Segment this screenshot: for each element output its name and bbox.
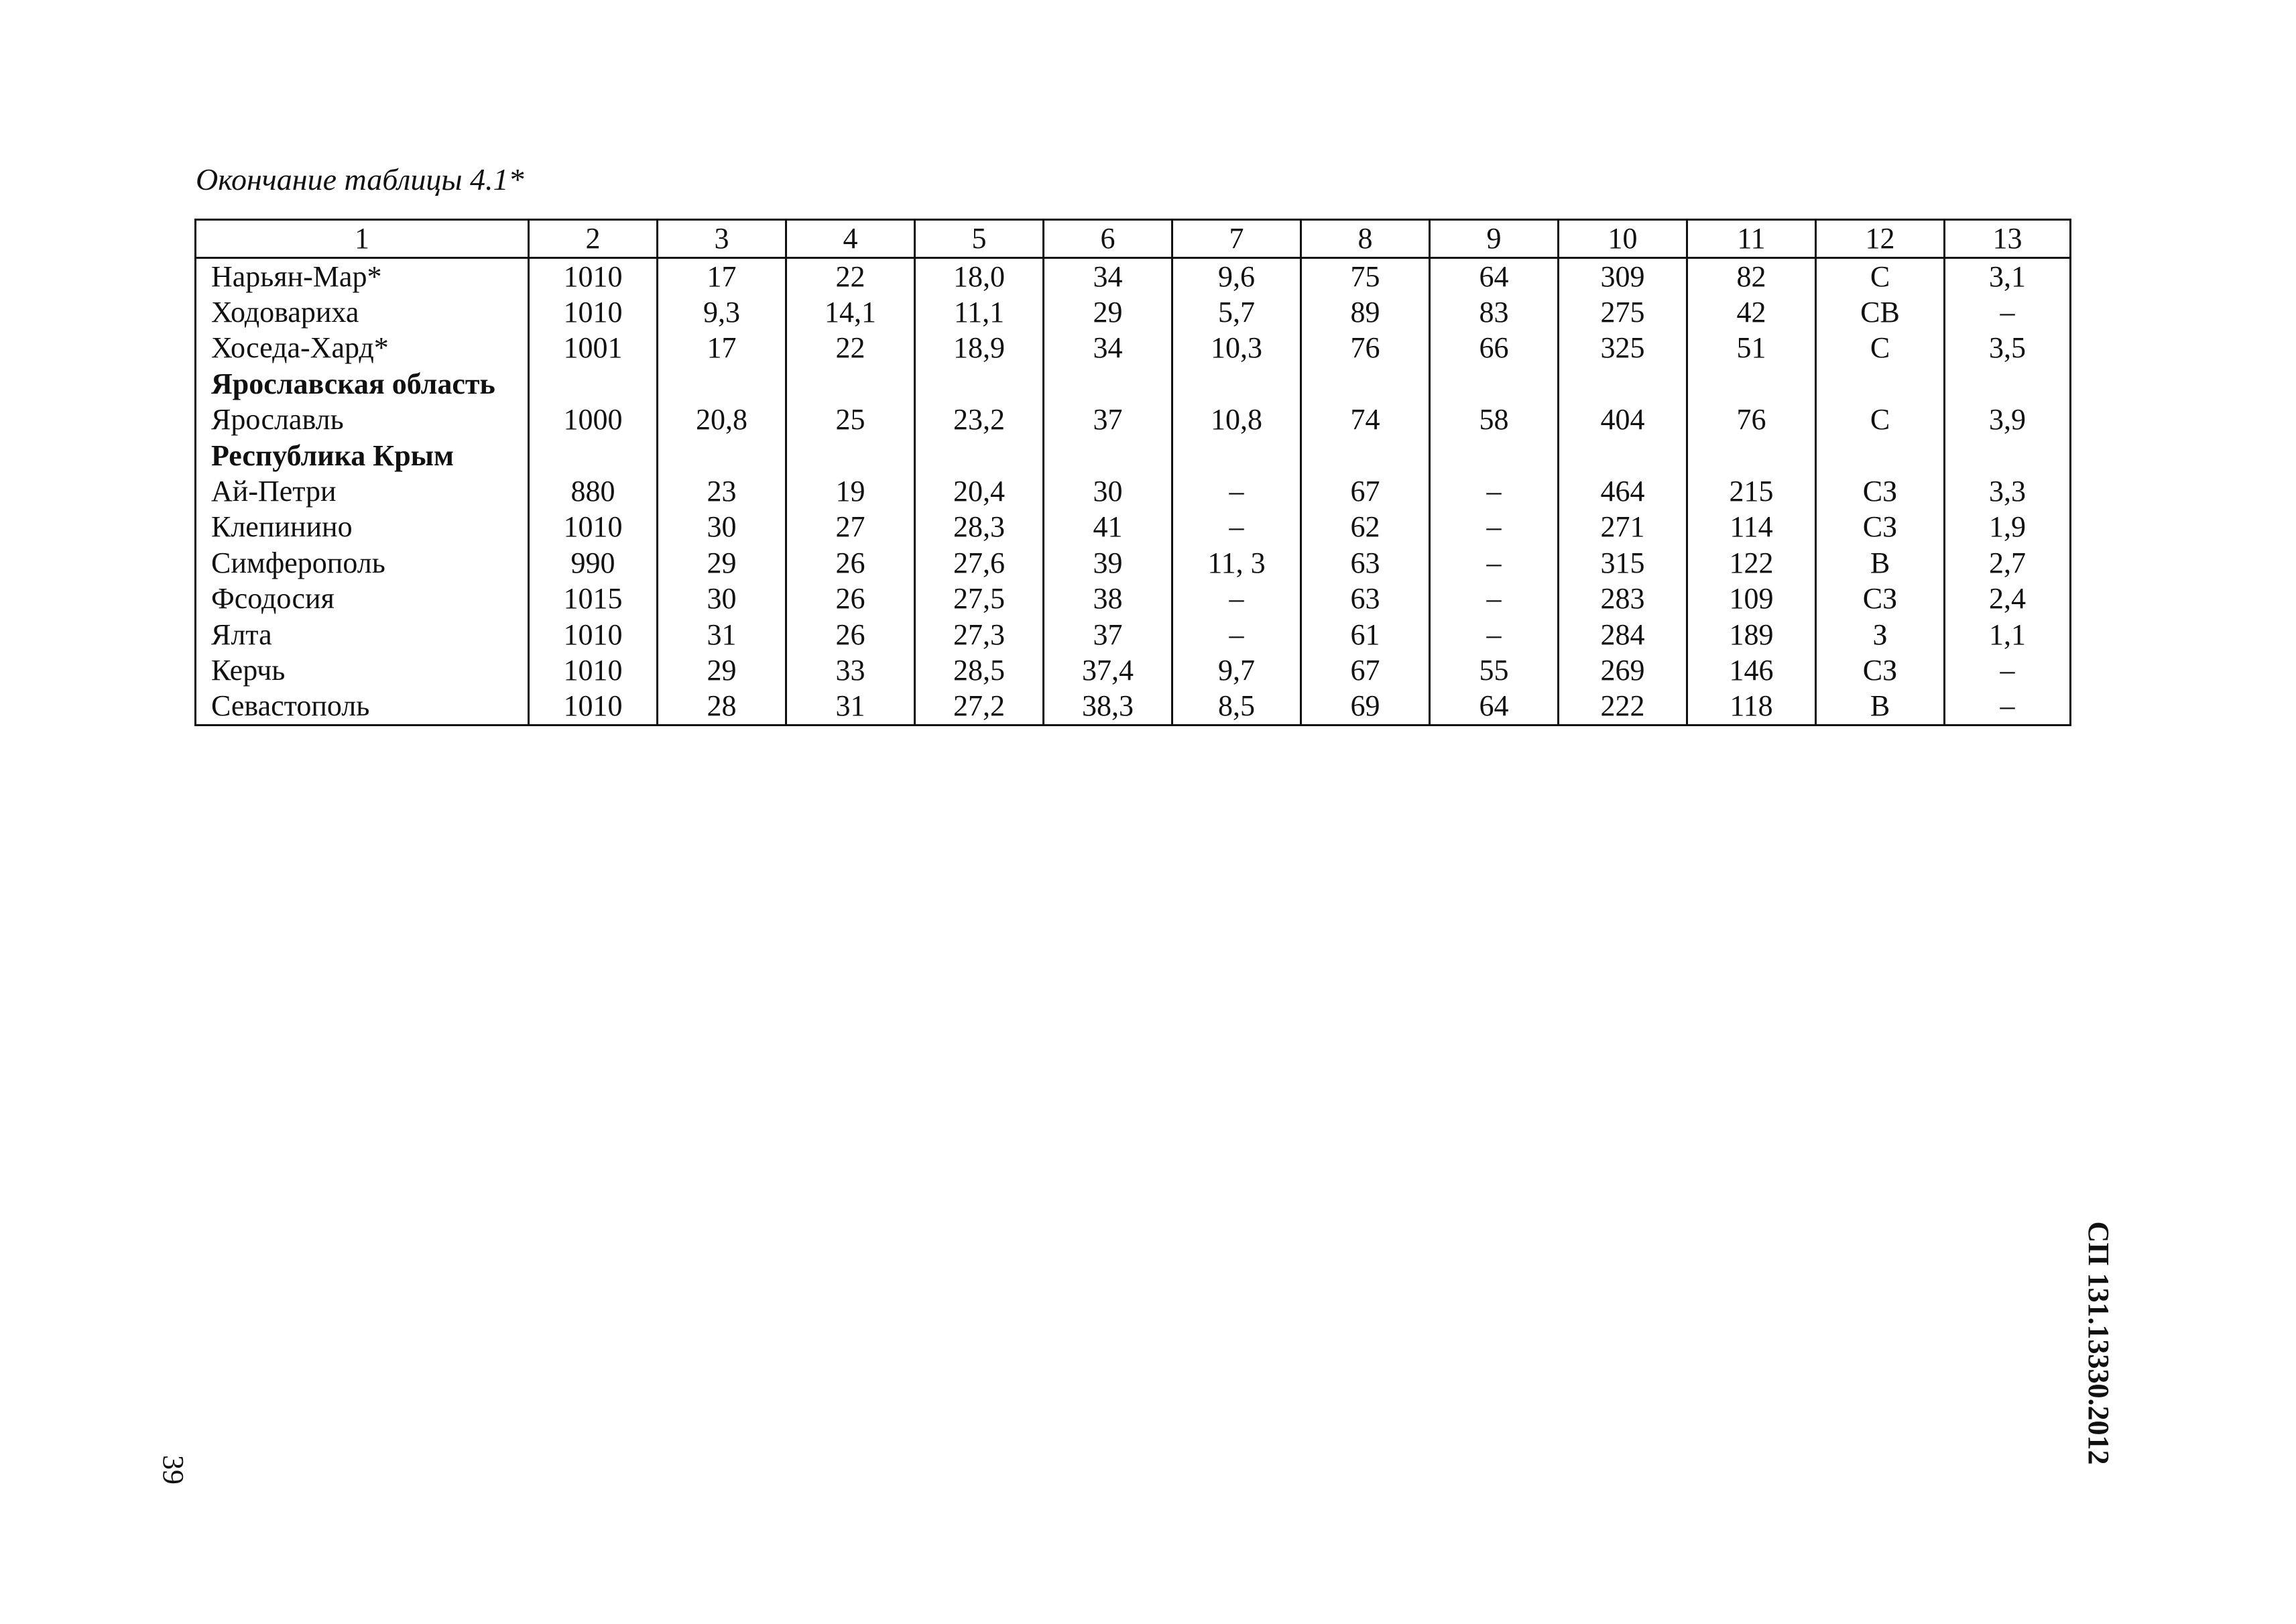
table-row [196,581,2071,617]
table-cell [1301,438,1430,473]
table-cell: 62 [1301,510,1430,545]
table-cell: С [1816,258,1945,295]
table-cell: 25 [786,402,915,438]
table-cell: 118 [1687,689,1816,726]
table-cell: – [1430,617,1559,652]
table-cell: 37 [1044,402,1172,438]
table-cell: 275 [1559,294,1687,330]
station-name: Нарьян-Мар* [196,258,529,295]
table-cell: 27,3 [915,617,1044,652]
table-cell: 75 [1301,258,1430,295]
table-cell: 114 [1687,510,1816,545]
table-row [196,652,2071,688]
table-cell: 309 [1559,258,1687,295]
table-cell: 1010 [529,689,658,726]
table-cell: 19 [786,473,915,509]
table-cell: 83 [1430,294,1559,330]
table-cell: 9,6 [1172,258,1301,295]
table-cell: 82 [1687,258,1816,295]
table-cell: СЗ [1816,510,1945,545]
table-cell [1559,438,1687,473]
table-cell: 1015 [529,581,658,617]
table-cell: 67 [1301,652,1430,688]
table-cell: 189 [1687,617,1816,652]
table-cell: 29 [658,652,786,688]
table-caption: Окончание таблицы 4.1* [196,162,524,196]
table-cell: СВ [1816,294,1945,330]
table-cell [1559,366,1687,402]
table-cell: 880 [529,473,658,509]
region-heading-row [196,438,2071,473]
table-cell: 61 [1301,617,1430,652]
table-cell: 28,5 [915,652,1044,688]
table-cell: 31 [658,617,786,652]
table-cell: 9,3 [658,294,786,330]
table-cell: 1,9 [1945,510,2071,545]
table-cell: 37 [1044,617,1172,652]
column-header: 10 [1559,220,1687,258]
table-row [196,331,2071,366]
table-cell: 67 [1301,473,1430,509]
table-cell: 17 [658,331,786,366]
table-cell: 5,7 [1172,294,1301,330]
column-header: 2 [529,220,658,258]
table-cell: 37,4 [1044,652,1172,688]
table-cell: 3,1 [1945,258,2071,295]
table-cell [658,366,786,402]
region-heading-row [196,366,2071,402]
table-row [196,510,2071,545]
table-cell [1044,366,1172,402]
table-row [196,402,2071,438]
table-cell: – [1172,581,1301,617]
table-cell: 1001 [529,331,658,366]
table-cell: 23 [658,473,786,509]
table-cell: 38 [1044,581,1172,617]
table-row [196,545,2071,581]
table-cell: 27,6 [915,545,1044,581]
table-cell: 404 [1559,402,1687,438]
table-row [196,294,2071,330]
table-cell: – [1172,617,1301,652]
table-cell: 146 [1687,652,1816,688]
column-header: 12 [1816,220,1945,258]
table-cell [1687,438,1816,473]
table-cell: 41 [1044,510,1172,545]
table-cell: 28 [658,689,786,726]
table-cell: 30 [658,581,786,617]
table-cell: 9,7 [1172,652,1301,688]
column-header: 11 [1687,220,1816,258]
station-name: Ай-Петри [196,473,529,509]
table-cell: 55 [1430,652,1559,688]
table-cell [1945,366,2071,402]
table-cell: 22 [786,331,915,366]
table-cell: 31 [786,689,915,726]
table-cell [529,366,658,402]
table-cell: – [1945,652,2071,688]
table-cell [658,438,786,473]
table-cell: 39 [1044,545,1172,581]
table-cell: С [1816,331,1945,366]
table-cell: В [1816,545,1945,581]
table-cell: 11,1 [915,294,1044,330]
table-cell: 34 [1044,331,1172,366]
column-header: 1 [196,220,529,258]
table-cell: 1010 [529,617,658,652]
table-cell: 18,0 [915,258,1044,295]
table-cell: 1,1 [1945,617,2071,652]
table-cell: 26 [786,545,915,581]
document-code: СП 131.13330.2012 [2082,1221,2115,1465]
table-cell: 20,8 [658,402,786,438]
table-cell: 29 [1044,294,1172,330]
table-cell [1687,366,1816,402]
table-cell: 30 [1044,473,1172,509]
table-cell: 109 [1687,581,1816,617]
table-cell [1044,438,1172,473]
table-cell: 23,2 [915,402,1044,438]
table-cell: 10,3 [1172,331,1301,366]
table-cell: СЗ [1816,581,1945,617]
table-cell [786,438,915,473]
table-cell: 1010 [529,294,658,330]
table-cell [1430,438,1559,473]
table-cell: 69 [1301,689,1430,726]
table-cell: 27,5 [915,581,1044,617]
table-cell: 464 [1559,473,1687,509]
table-cell: 271 [1559,510,1687,545]
climate-table [194,219,2071,726]
table-cell: 76 [1301,331,1430,366]
table-cell: 64 [1430,258,1559,295]
table-cell: – [1430,545,1559,581]
table-cell: СЗ [1816,652,1945,688]
column-header: 13 [1945,220,2071,258]
table-cell [1430,366,1559,402]
table-cell: 76 [1687,402,1816,438]
table-cell: 215 [1687,473,1816,509]
table-cell: 11, 3 [1172,545,1301,581]
table-cell: 990 [529,545,658,581]
table-cell: 64 [1430,689,1559,726]
table-row [196,473,2071,509]
table-cell: 33 [786,652,915,688]
station-name: Симферополь [196,545,529,581]
table-row [196,617,2071,652]
station-name: Ярославль [196,402,529,438]
region-name: Республика Крым [196,438,529,473]
table-cell [1945,438,2071,473]
table-cell: 89 [1301,294,1430,330]
column-header: 7 [1172,220,1301,258]
table-cell: 325 [1559,331,1687,366]
table-cell: 66 [1430,331,1559,366]
table-cell: 74 [1301,402,1430,438]
table-cell: – [1430,473,1559,509]
station-name: Севастополь [196,689,529,726]
table-cell [1816,366,1945,402]
table-cell: СЗ [1816,473,1945,509]
table-cell [786,366,915,402]
station-name: Клепинино [196,510,529,545]
table-cell: 1010 [529,258,658,295]
table-row [196,258,2071,295]
table-cell: 1000 [529,402,658,438]
table-cell: 27 [786,510,915,545]
table-cell: 222 [1559,689,1687,726]
table-cell: В [1816,689,1945,726]
table-cell [915,366,1044,402]
table-cell: 58 [1430,402,1559,438]
table-cell: – [1172,510,1301,545]
column-header: 6 [1044,220,1172,258]
table-cell: – [1945,294,2071,330]
table-cell: 42 [1687,294,1816,330]
table-cell: 63 [1301,545,1430,581]
table-cell: 30 [658,510,786,545]
table-cell: 17 [658,258,786,295]
table-cell: 3,3 [1945,473,2071,509]
table-cell [1172,366,1301,402]
table-cell: 8,5 [1172,689,1301,726]
table-cell: 122 [1687,545,1816,581]
table-cell [1172,438,1301,473]
column-header: 3 [658,220,786,258]
table-cell: 51 [1687,331,1816,366]
table-cell: – [1430,510,1559,545]
table-cell: 1010 [529,510,658,545]
table-cell: С [1816,402,1945,438]
table-cell: 26 [786,581,915,617]
table-cell [915,438,1044,473]
table-cell: 20,4 [915,473,1044,509]
column-header: 8 [1301,220,1430,258]
table-cell: 3,9 [1945,402,2071,438]
column-header: 4 [786,220,915,258]
station-name: Ялта [196,617,529,652]
table-cell: 18,9 [915,331,1044,366]
table-cell: 14,1 [786,294,915,330]
table-cell: 3,5 [1945,331,2071,366]
station-name: Керчь [196,652,529,688]
table-cell: З [1816,617,1945,652]
station-name: Хоседа-Хард* [196,331,529,366]
table-cell: 29 [658,545,786,581]
table-cell: 283 [1559,581,1687,617]
table-cell [529,438,658,473]
table-cell [1301,366,1430,402]
table-cell: – [1172,473,1301,509]
table-cell: 34 [1044,258,1172,295]
region-name: Ярославская область [196,366,529,402]
table-cell [1816,438,1945,473]
table-cell: 284 [1559,617,1687,652]
table-cell: 63 [1301,581,1430,617]
table-cell: 1010 [529,652,658,688]
column-header: 5 [915,220,1044,258]
table-cell: – [1945,689,2071,726]
table-cell: 2,4 [1945,581,2071,617]
station-name: Фсодосия [196,581,529,617]
table-cell: 2,7 [1945,545,2071,581]
table-cell: 28,3 [915,510,1044,545]
table-cell: 22 [786,258,915,295]
table-cell: 38,3 [1044,689,1172,726]
page-number: 39 [157,1455,190,1485]
table-row [196,689,2071,726]
table-header-row [196,220,2071,258]
station-name: Ходовариха [196,294,529,330]
table-cell: 315 [1559,545,1687,581]
table-cell: 27,2 [915,689,1044,726]
table-cell: – [1430,581,1559,617]
table-cell: 269 [1559,652,1687,688]
column-header: 9 [1430,220,1559,258]
table-cell: 26 [786,617,915,652]
table-cell: 10,8 [1172,402,1301,438]
